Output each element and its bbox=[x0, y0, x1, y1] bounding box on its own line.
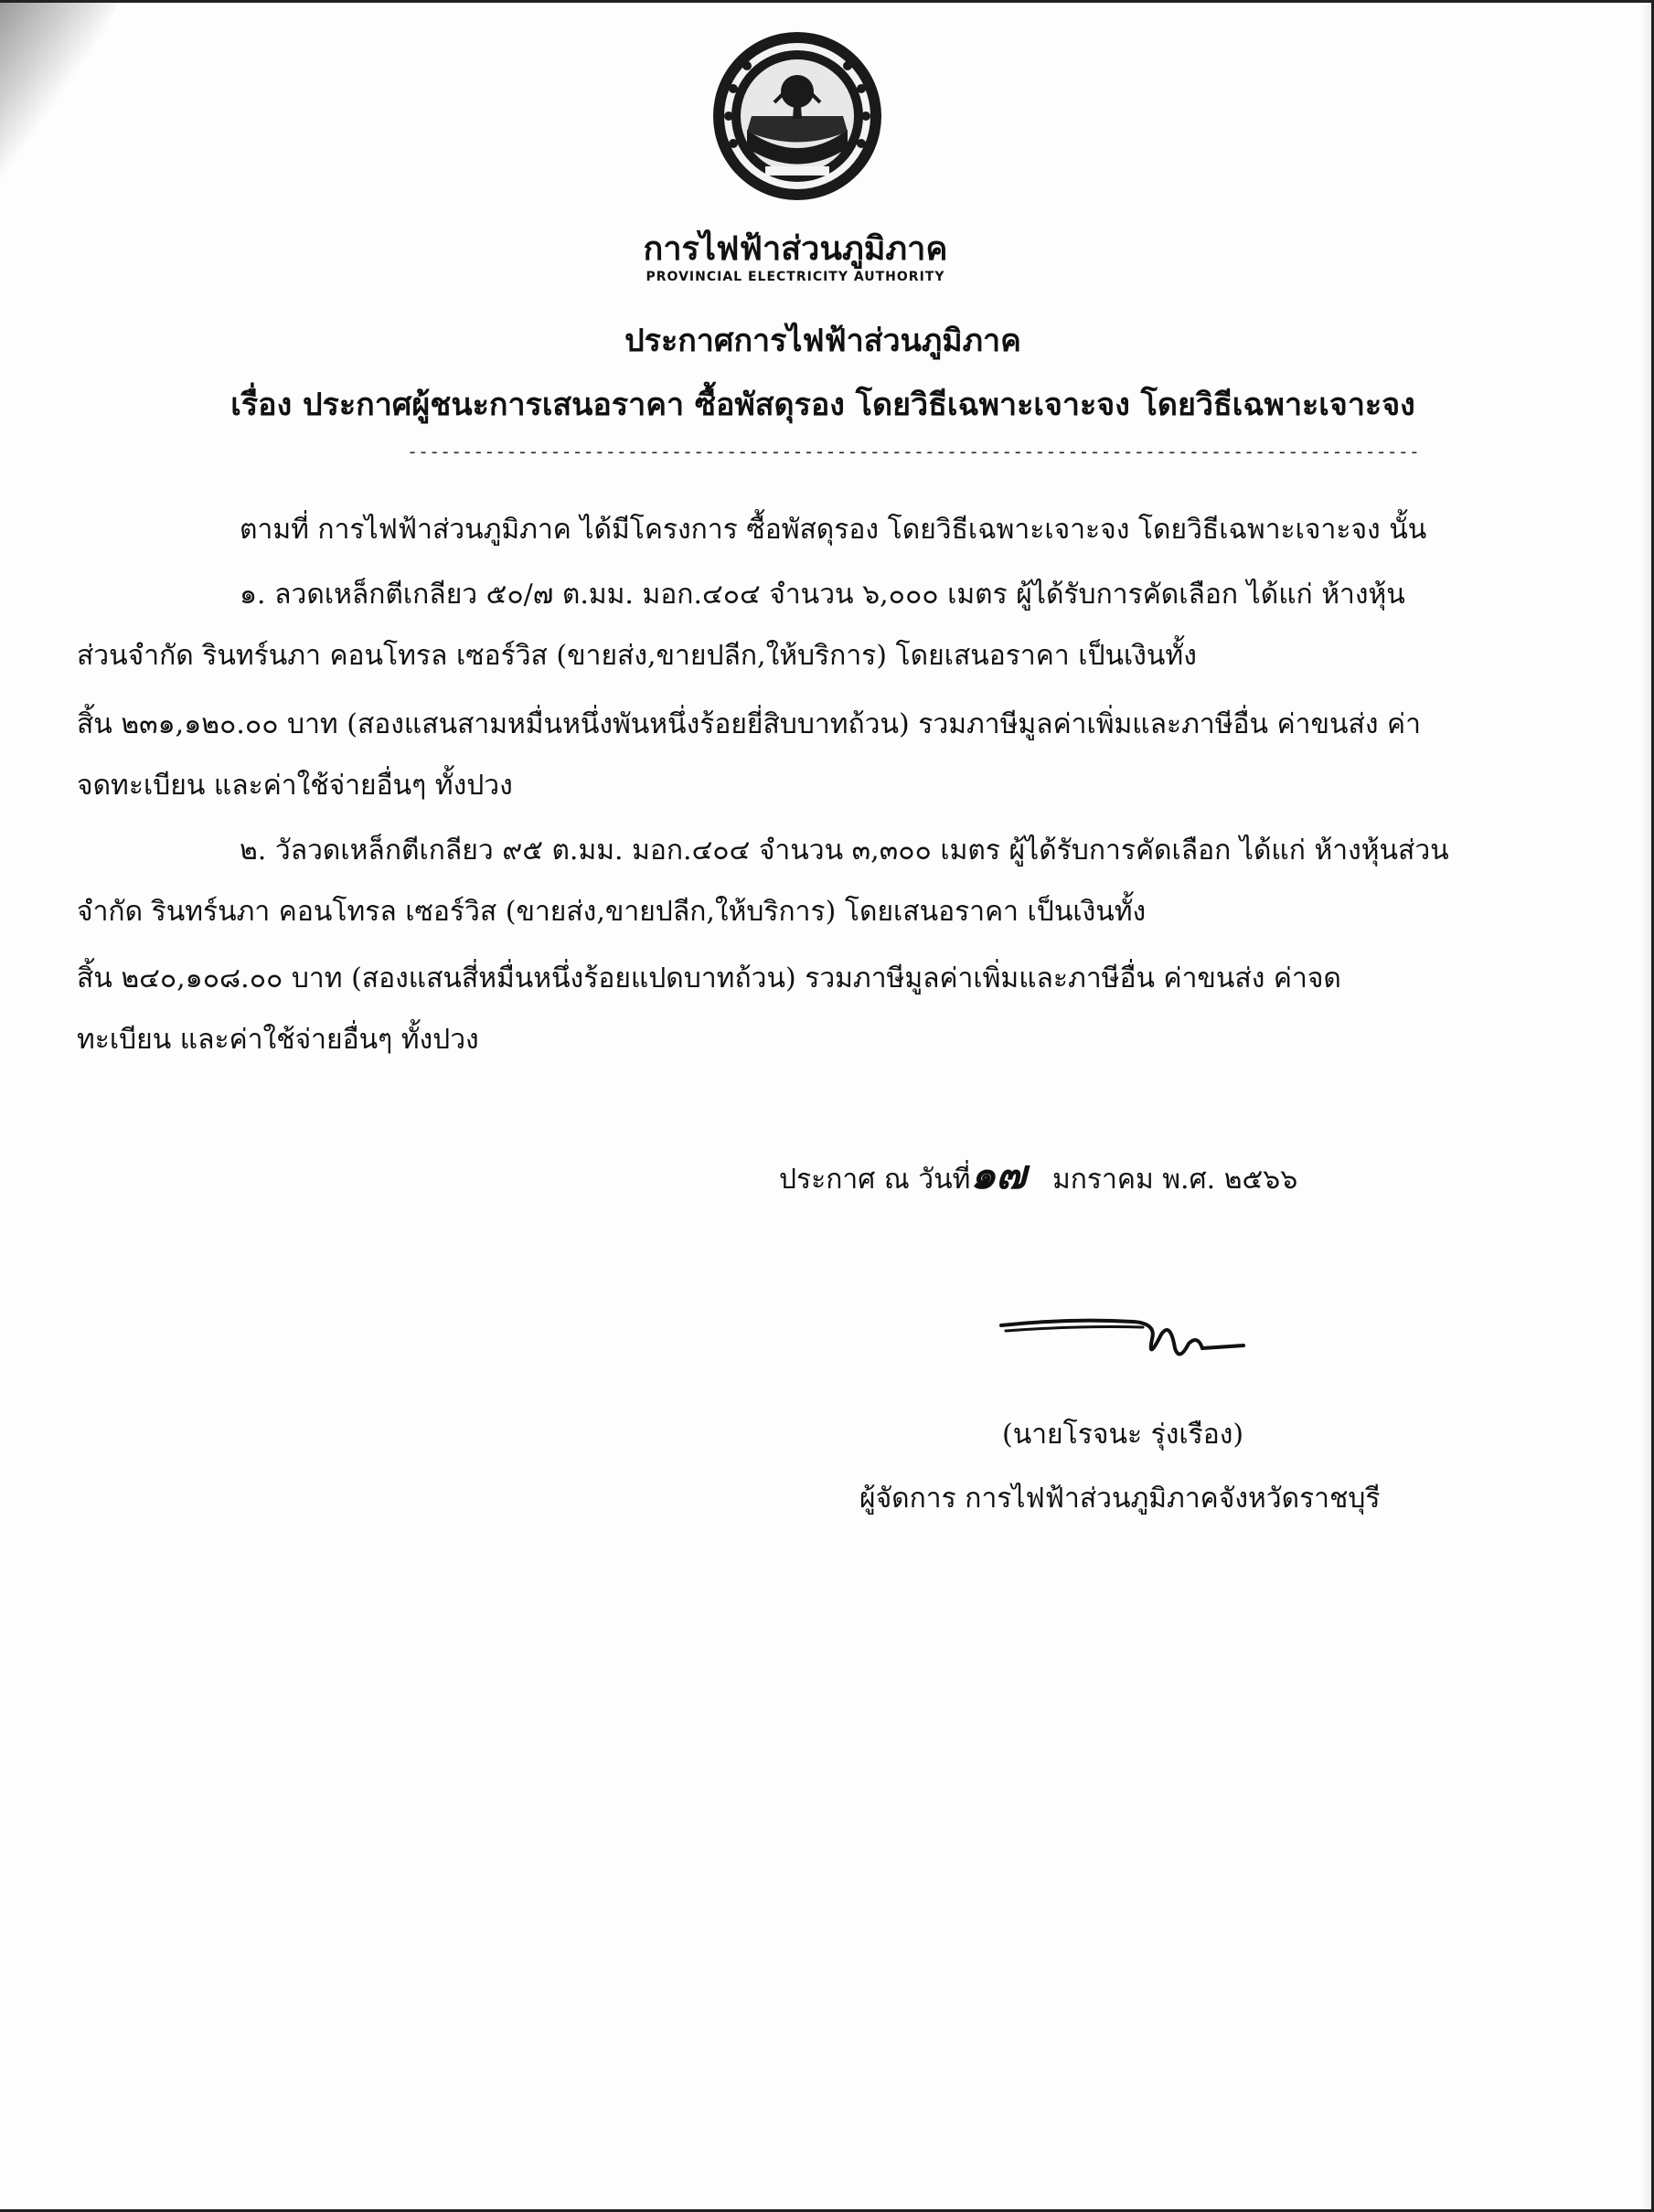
logo-org-name-en: PROVINCIAL ELECTRICITY AUTHORITY bbox=[646, 270, 945, 284]
date-suffix: มกราคม พ.ศ. ๒๕๖๖ bbox=[1051, 1164, 1298, 1196]
announcement-title: ประกาศการไฟฟ้าส่วนภูมิภาค bbox=[624, 323, 1021, 359]
signatory-position: ผู้จัดการ การไฟฟ้าส่วนภูมิภาคจังหวัดราชบุรี bbox=[859, 1483, 1381, 1515]
scan-edge-top bbox=[0, 0, 1654, 3]
scan-corner-shadow bbox=[0, 0, 119, 238]
item1-line-3: สิ้น ๒๓๑,๑๒๐.๐๐ บาท (สองแสนสามหมื่นหนึ่งพันหนึ่งร้อยยี่สิบบาทถ้วน) รวมภาษีมูลค่าเพิ่มและภาษีอื่น ค่าขนส่ง ค่า bbox=[77, 708, 1421, 740]
item2-line-3: สิ้น ๒๔๐,๑๐๘.๐๐ บาท (สองแสนสี่หมื่นหนึ่งร้อยแปดบาทถ้วน) รวมภาษีมูลค่าเพิ่มและภาษีอื่น ค่าขนส่ง ค่าจด bbox=[77, 962, 1341, 994]
item2-line-4: ทะเบียน และค่าใช้จ่ายอื่นๆ ทั้งปวง bbox=[77, 1024, 479, 1056]
pea-logo-seal-icon bbox=[710, 29, 884, 203]
item1-line-2: ส่วนจำกัด รินทร์นภา คอนโทรล เซอร์วิส (ขายส่ง,ขายปลีก,ให้บริการ) โดยเสนอราคา เป็นเงินทั้ง bbox=[77, 640, 1197, 672]
intro-paragraph: ตามที่ การไฟฟ้าส่วนภูมิภาค ได้มีโครงการ ซื้อพัสดุรอง โดยวิธีเฉพาะเจาะจง โดยวิธีเฉพาะเจาะจง นั้น bbox=[240, 514, 1427, 546]
logo-org-name-th: การไฟฟ้าส่วนภูมิภาค bbox=[643, 230, 948, 268]
signatory-name: (นายโรจนะ รุ่งเรือง) bbox=[1002, 1419, 1244, 1451]
item2-line-1: ๒. วัลวดเหล็กตีเกลียว ๙๕ ต.มม. มอก.๔๐๔ จำนวน ๓,๓๐๐ เมตร ผู้ได้รับการคัดเลือก ได้แก่ ห้างหุ้นส่วน bbox=[240, 835, 1449, 867]
item1-line-4: จดทะเบียน และค่าใช้จ่ายอื่นๆ ทั้งปวง bbox=[77, 770, 513, 802]
signature-icon bbox=[997, 1298, 1253, 1380]
date-day-handwritten: ๑๗ bbox=[970, 1152, 1027, 1198]
scan-shade-right bbox=[1641, 0, 1654, 2212]
item2-line-2: จำกัด รินทร์นภา คอนโทรล เซอร์วิส (ขายส่ง,ขายปลีก,ให้บริการ) โดยเสนอราคา เป็นเงินทั้ง bbox=[77, 896, 1147, 928]
date-prefix: ประกาศ ณ วันที่ bbox=[779, 1164, 971, 1196]
announcement-subject: เรื่อง ประกาศผู้ชนะการเสนอราคา ซื้อพัสดุรอง โดยวิธีเฉพาะเจาะจง โดยวิธีเฉพาะเจาะจง bbox=[230, 387, 1415, 423]
separator-line: -------------------------------------------------------------------------------------------- bbox=[407, 441, 1420, 463]
item1-line-1: ๑. ลวดเหล็กตีเกลียว ๕๐/๗ ต.มม. มอก.๔๐๔ จำนวน ๖,๐๐๐ เมตร ผู้ได้รับการคัดเลือก ได้แก่ ห้างหุ้น bbox=[240, 579, 1405, 611]
announcement-date bbox=[779, 1152, 1297, 1200]
